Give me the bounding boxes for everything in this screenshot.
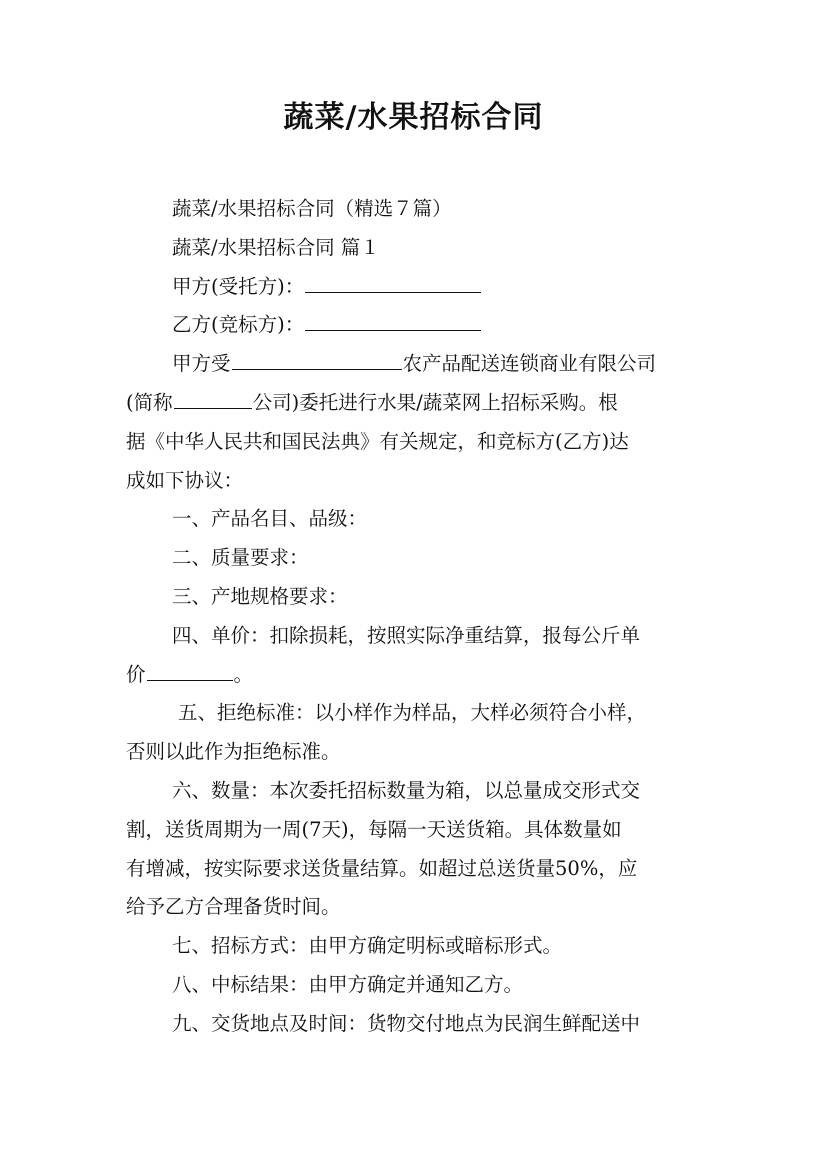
clause-line: 七、招标方式：由甲方确定明标或暗标形式。 xyxy=(172,934,563,958)
paragraph-line: 有增减，按实际要求送货量结算。如超过总送货量50%，应 xyxy=(126,856,638,880)
paragraph-line xyxy=(126,345,706,384)
paragraph-line: 否则以此作为拒绝标准。 xyxy=(126,740,341,764)
text-segment: 农产品配送连锁商业有限公司 xyxy=(402,352,657,376)
paragraph-line: 割，送货周期为一周(7天)，每隔一天送货箱。具体数量如 xyxy=(126,817,622,841)
clause-line: 三、产地规格要求： xyxy=(172,584,348,608)
text-segment: (简称 xyxy=(126,390,173,414)
clause-line: 一、产品名目、品级： xyxy=(172,507,368,531)
fill-blank xyxy=(174,392,252,409)
text-segment: 甲方受 xyxy=(172,352,231,376)
clause-line: 八、中标结果：由甲方确定并通知乙方。 xyxy=(172,972,524,996)
fill-blank xyxy=(305,314,481,331)
fill-blank xyxy=(147,664,233,681)
text-segment: 。 xyxy=(233,662,254,686)
clause-line: 九、交货地点及时间：货物交付地点为民润生鲜配送中 xyxy=(172,1011,641,1035)
paragraph-line: 成如下协议： xyxy=(126,468,244,492)
text-segment: 价 xyxy=(126,662,146,686)
text-segment: 公司)委托进行水果/蔬菜网上招标采购。根 xyxy=(252,390,618,414)
paragraph-line: 蔬菜/水果招标合同（精选７篇） xyxy=(172,197,452,220)
document-title: 蔬菜/水果招标合同 xyxy=(283,100,544,135)
clause-line: 五、拒绝标准：以小样作为样品，大样必须符合小样， xyxy=(178,701,647,725)
fill-blank xyxy=(305,276,481,293)
document-body xyxy=(126,190,706,1044)
party-b-label: 乙方(竞标方)： xyxy=(172,313,305,337)
party-a-line xyxy=(126,268,706,307)
party-b-line xyxy=(126,306,706,345)
paragraph-line: 蔬菜/水果招标合同 篇１ xyxy=(172,235,380,259)
paragraph-line xyxy=(126,384,706,423)
clause-line: 二、质量要求： xyxy=(172,546,309,570)
paragraph-line xyxy=(126,656,706,695)
party-a-label: 甲方(受托方)： xyxy=(172,274,305,298)
fill-blank xyxy=(232,353,402,370)
paragraph-line: 据《中华人民共和国民法典》有关规定，和竞标方(乙方)达 xyxy=(126,429,629,453)
clause-line: 四、单价：扣除损耗，按照实际净重结算，报每公斤单 xyxy=(172,623,641,647)
clause-line: 六、数量：本次委托招标数量为箱，以总量成交形式交 xyxy=(172,778,641,802)
paragraph-line: 给予乙方合理备货时间。 xyxy=(126,895,341,919)
